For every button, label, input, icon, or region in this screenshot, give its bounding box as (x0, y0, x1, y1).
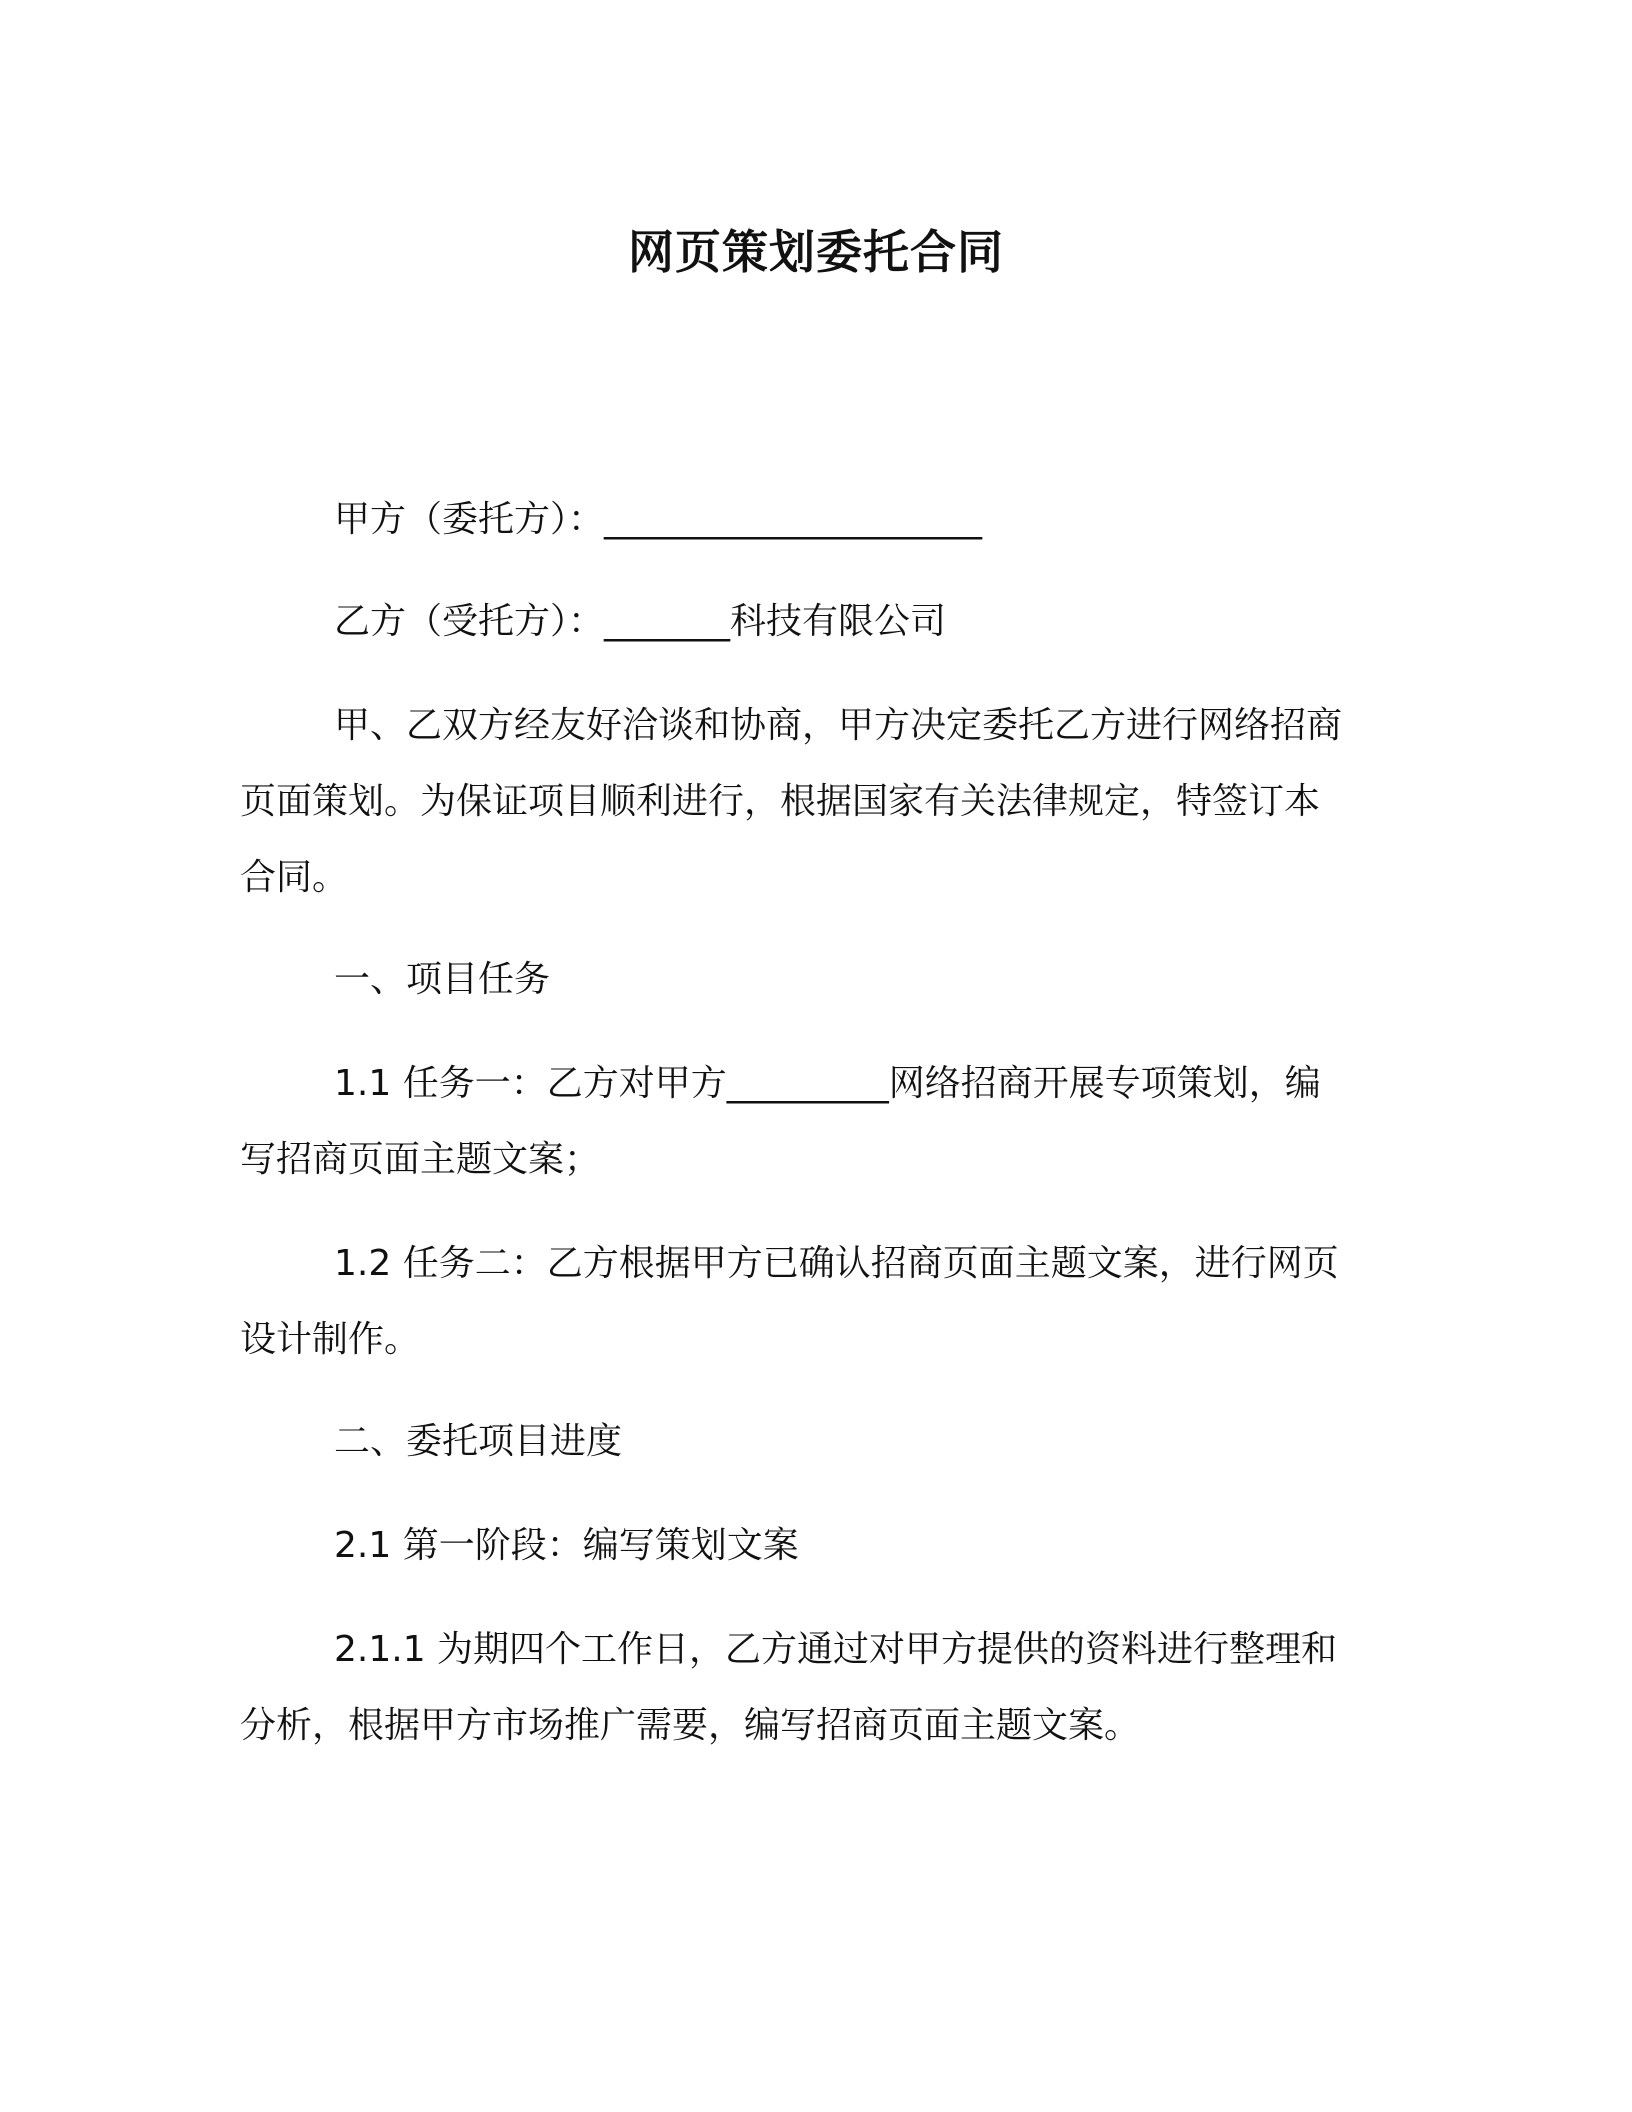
intro-paragraph-line-1: 甲、乙双方经友好洽谈和协商，甲方决定委托乙方进行网络招商 (334, 705, 1343, 746)
intro-paragraph-line-2: 页面策划。为保证项目顺利进行，根据国家有关法律规定，特签订本 (240, 781, 1321, 822)
clause-2-1-1-line-2: 分析，根据甲方市场推广需要，编写招商页面主题文案。 (240, 1705, 1141, 1746)
section-heading-1: 一、项目任务 (334, 959, 551, 1000)
document-title: 网页策划委托合同 (628, 225, 1004, 279)
intro-paragraph-line-3: 合同。 (240, 857, 349, 898)
party-a-line: 甲方（委托方）：_____________________ (334, 499, 983, 540)
clause-1-1-line-1: 1.1 任务一：乙方对甲方_________网络招商开展专项策划，编 (334, 1063, 1321, 1104)
clause-1-2-line-1: 1.2 任务二：乙方根据甲方已确认招商页面主题文案，进行网页 (334, 1243, 1339, 1284)
clause-2-1: 2.1 第一阶段：编写策划文案 (334, 1525, 799, 1566)
party-b-line: 乙方（受托方）：_______科技有限公司 (334, 601, 947, 642)
clause-1-2-line-2: 设计制作。 (240, 1319, 421, 1360)
section-heading-2: 二、委托项目进度 (334, 1421, 623, 1462)
clause-1-1-line-2: 写招商页面主题文案； (240, 1139, 601, 1180)
clause-2-1-1-line-1: 2.1.1 为期四个工作日，乙方通过对甲方提供的资料进行整理和 (334, 1629, 1338, 1670)
